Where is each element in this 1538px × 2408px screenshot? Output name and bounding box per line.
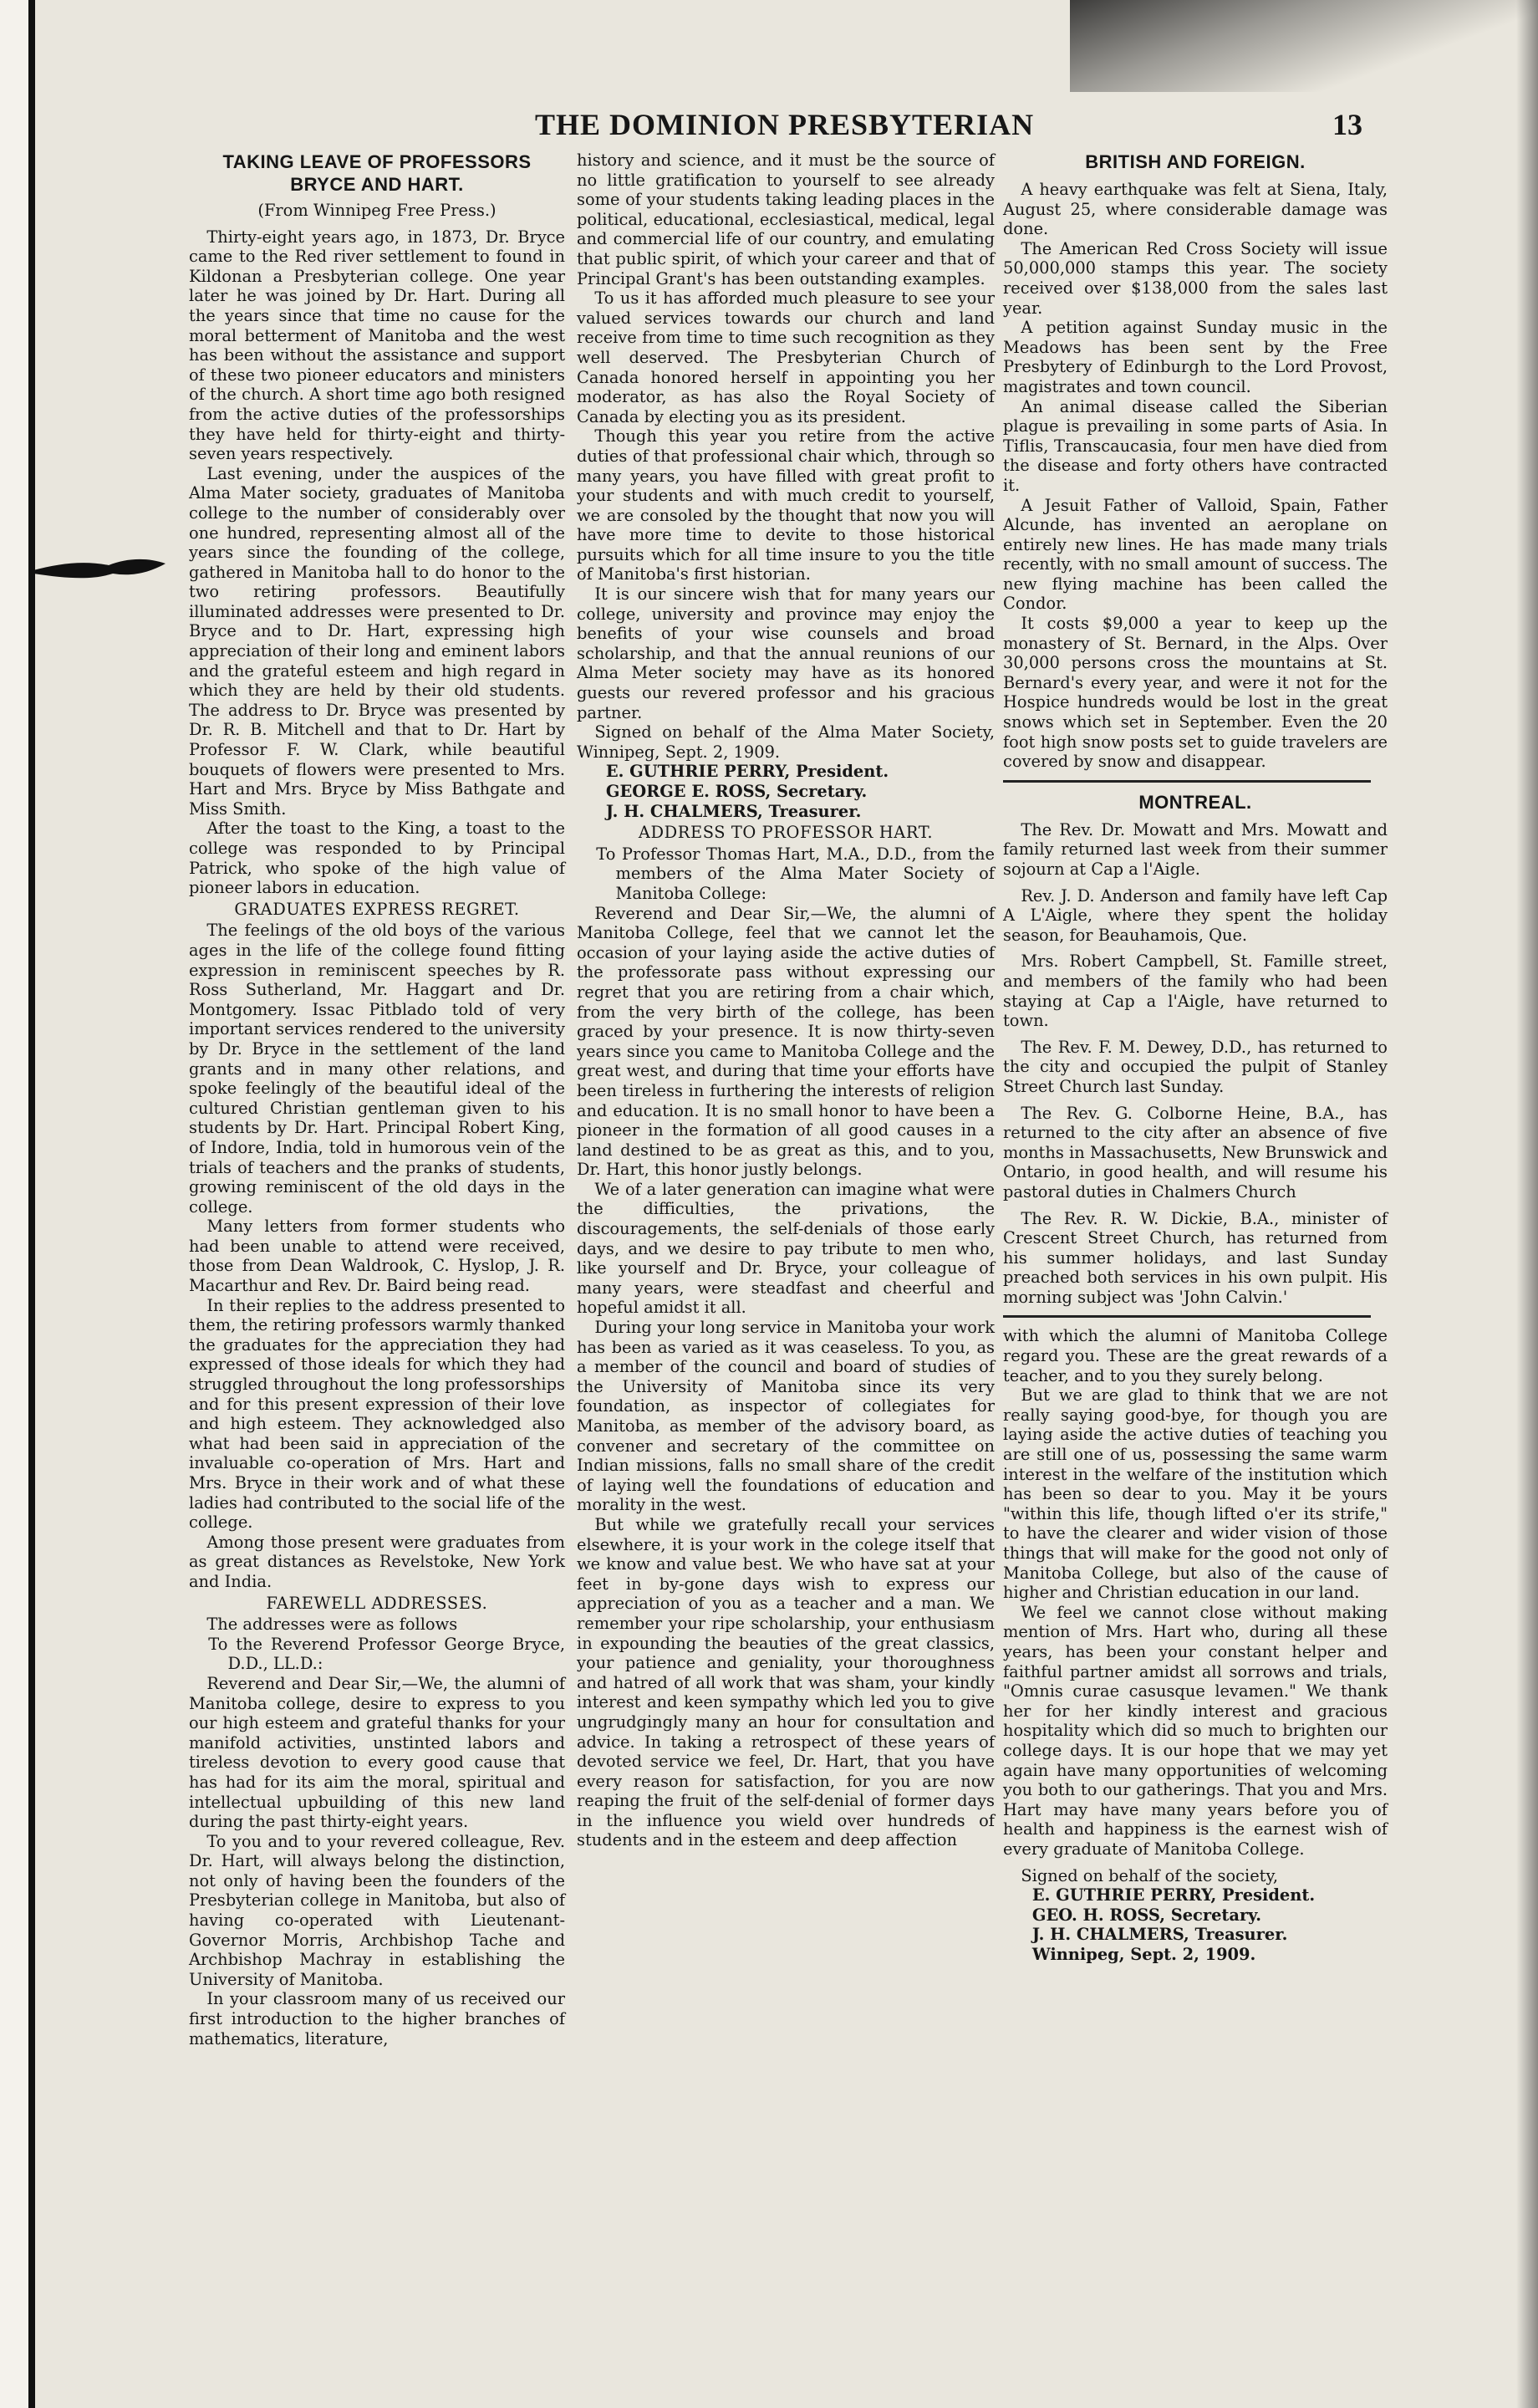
paragraph: We feel we cannot close without making mention of Mrs. Hart who, during all these years, has been your constant helper and faithful partner amidst all sorrows and trials, "Omnis curae casusque levamen." We thank her for her kindly interest and gracious hospitality which did so much to brighten our college days. It is our hope that we may yet again have many opportunities of welcoming you both to our gatherings. That you and Mrs. Hart may have many years before you of health and happiness is the earnest wish of every graduate of Manitoba College. [1003, 1602, 1388, 1859]
signature-president: E. GUTHRIE PERRY, President. [1031, 1885, 1316, 1905]
section-heading: ADDRESS TO PROFESSOR HART. [638, 823, 934, 843]
news-item: The Rev. F. M. Dewey, D.D., has returned to the city and occupied the pulpit of Stanley Street Church last Sunday. [1003, 1037, 1388, 1096]
news-item: The Rev. R. W. Dickie, B.A., minister of Crescent Street Church, has returned from his summer holidays, and last Sunday preached both services in his own pulpit. His morning subject was 'John Calvin.' [1003, 1208, 1388, 1307]
address-salutation: To Professor Thomas Hart, M.A., D.D., from the members of the Alma Mater Society of Manitoba College: [596, 844, 995, 903]
column-right [1003, 150, 1388, 1964]
paragraph: The addresses were as follows [206, 1615, 458, 1635]
news-heading: BRITISH AND FOREIGN. [1085, 151, 1306, 172]
article-source: (From Winnipeg Free Press.) [257, 201, 497, 220]
paragraph: Signed on behalf of the Alma Mater Society, Winnipeg, Sept. 2, 1909. [577, 722, 995, 762]
paragraph: But while we gratefully recall your services elsewhere, it is your work in the colege itself that we know and value best. We who have sat at your feet in by-gone days wish to express our appreciation of you as a teacher and a man. We remember your ripe scholarship, your enthusiasm in expounding the beauties of the great classics, your patience and geniality, your thoroughness and hatred of all work that was sham, your kindly interest and keen sympathy which led you to give ungrudgingly many an hour for consultation and advice. In taking a retrospect of these years of devoted service we feel, Dr. Hart, that you have every reason for satisfaction, for you are now reaping the fruit of the self-denial of former days in the influence you wield over hundreds of students and in the esteem and deep affection [577, 1514, 995, 1850]
column-left [189, 150, 565, 2048]
paragraph: To us it has afforded much pleasure to see your valued services towards our church and land receive from time to time such recognition as they well deserved. The Presbyterian Church of Canada honored herself in appointing you her moderator, as has also the Royal Society of Canada by electing you as its president. [577, 288, 995, 426]
news-item: Rev. J. D. Anderson and family have left Cap A L'Aigle, where they spent the holiday season, for Beauhamois, Que. [1003, 885, 1388, 945]
paragraph: Though this year you retire from the active duties of that professional chair which, through so many years, you have filled with great profit to your students and with much credit to yourself, we are consoled by the thought that now you will have more time to devite to those historical pursuits which for all time insure to you the title of Manitoba's first historian. [577, 426, 995, 584]
column-middle [577, 150, 995, 1850]
news-item: The Rev. Dr. Mowatt and Mrs. Mowatt and family returned last week from their summer sojourn at Cap a l'Aigle. [1003, 819, 1388, 879]
paragraph: The feelings of the old boys of the various ages in the life of the college found fitting expression in reminiscent speeches by R. Ross Sutherland, Mr. Haggart and Dr. Montgomery. Issac Pitblado told of very important services rendered to the university by Dr. Bryce in the settlement of the land grants and in many other relations, and spoke feelingly of the beautiful ideal of the cultured Christian gentleman given to his students by Dr. Hart. Principal Robert King, of Indore, India, told in humorous vein of the trials of teachers and the pranks of students, growing reminiscent of the old days in the college. [189, 921, 565, 1217]
news-item: A Jesuit Father of Valloid, Spain, Father Alcunde, has invented an aeroplane on entirely new lines. He has made many trials recently, with no small amount of success. The new flying machine has been called the Condor. [1003, 495, 1388, 614]
dateline: Winnipeg, Sept. 2, 1909. [1031, 1944, 1256, 1964]
section-heading: GRADUATES EXPRESS REGRET. [234, 899, 520, 919]
paragraph: Among those present were graduates from as great distances as Revelstoke, New York and India. [189, 1532, 565, 1591]
news-heading: MONTREAL. [1138, 791, 1252, 813]
news-item: The American Red Cross Society will issue 50,000,000 stamps this year. The society received over $138,000 from the sales last year. [1003, 238, 1388, 318]
paragraph: To you and to your revered colleague, Rev. Dr. Hart, will always belong the distinction, not only of having been the founders of the Presbyterian college in Manitoba, but also of having co-operated with Lieutenant-Governor Morris, Archbishop Tache and Archbishop Machray in establishing the University of Manitoba. [189, 1831, 565, 1989]
paragraph: history and science, and it must be the source of no little gratification to yourself to see already some of your students taking leading places in the political, educational, ecclesiastical, medical, legal and commercial life of our country, and emulating that public spirit, of which your career and that of Principal Grant's has been outstanding examples. [577, 150, 995, 288]
signature-treasurer: J. H. CHALMERS, Treasurer. [605, 801, 862, 821]
page-number: 13 [1332, 108, 1362, 141]
article-heading: TAKING LEAVE OF PROFESSORS BRYCE AND HART. [222, 151, 532, 195]
paragraph: Reverend and Dear Sir,—We, the alumni of Manitoba College, feel that we cannot let the occasion of your laying aside the active duties of the professorate pass without expressing our regret that you are retiring from a chair which, from the very birth of the college, has been graced by your presence. It is now thirty-seven years since you came to Manitoba College and the great west, and during that time your efforts have been tireless in furthering the interests of religion and education. It is no small honor to have been a pioneer in the formation of all good causes in a land destined to be as great as this, and to you, Dr. Hart, this honor justly belongs. [577, 903, 995, 1180]
news-item: An animal disease called the Siberian plague is prevailing in some parts of Asia. In Tiflis, Transcaucasia, four men have died from the disease and forty others have contracted it. [1003, 396, 1388, 495]
ink-blot-mark [33, 552, 167, 585]
signature-secretary: GEO. H. ROSS, Secretary. [1031, 1905, 1261, 1925]
news-item: It costs $9,000 a year to keep up the monastery of St. Bernard, in the Alps. Over 30,000 persons cross the mountains at St. Bernard's every year, and were it not for the Hospice hundreds would be lost in the great snows which set in September. Even the 20 foot high snow posts set to guide travelers are covered by snow and disappear. [1003, 614, 1388, 772]
paragraph: We of a later generation can imagine what were the difficulties, the privations, the discouragements, the self-denials of those early days, and we desire to pay tribute to men who, like yourself and Dr. Bryce, your colleague of many years, were steadfast and cheerful and hopeful amidst it all. [577, 1179, 995, 1318]
paragraph: It is our sincere wish that for many years our college, university and province may enjoy the benefits of your wise counsels and broad scholarship, and that the annual reunions of our Alma Meter society may have as its honored guests our revered professor and his gracious partner. [577, 584, 995, 722]
paragraph: Reverend and Dear Sir,—We, the alumni of Manitoba college, desire to express to you our high esteem and grateful thanks for your manifold activities, unstinted labors and tireless devotion to every good cause that has had for its aim the moral, spiritual and intellectual upbuilding of this new land during the past thirty-eight years. [189, 1673, 565, 1832]
page-spine [28, 0, 35, 2408]
news-item: A petition against Sunday music in the Meadows has been sent by the Free Presbytery of Edinburgh to the Lord Provost, magistrates and town council. [1003, 318, 1388, 396]
divider [1003, 780, 1371, 783]
news-item: A heavy earthquake was felt at Siena, Italy, August 25, where considerable damage was done. [1003, 180, 1388, 239]
section-heading: FAREWELL ADDRESSES. [266, 1593, 488, 1613]
divider [1003, 1315, 1371, 1318]
paragraph: Thirty-eight years ago, in 1873, Dr. Bryce came to the Red river settlement to found in Kildonan a Presbyterian college. One year later he was joined by Dr. Hart. During all the years since that time no cause for the moral betterment of Manitoba and the west has been without the assistance and support of these two pioneer educators and ministers of the church. A short time ago both resigned from the active duties of the professorships they have held for thirty-eight and thirty-seven years respectively. [189, 227, 565, 464]
paragraph: During your long service in Manitoba your work has been as varied as it was ceaseless. To you, as a member of the council and board of studies of the University of Manitoba since its very foundation, as inspector of collegiates for Manitoba, as member of the advisory board, as convener and secretary of the committee on Indian missions, falls no small share of the credit of laying well the foundations of education and morality in the west. [577, 1318, 995, 1515]
page-edge [1516, 0, 1538, 2408]
page-header [184, 107, 1388, 147]
paragraph: In their replies to the address presented to them, the retiring professors warmly thanked the graduates for the appreciation they had expressed of those ideals for which they had struggled throughout the long professorships and for this present expression of their love and high esteem. They acknowledged also what had been said in appreciation of the invaluable co-operation of Mrs. Hart and Mrs. Bryce in their work and of what these ladies had contributed to the social life of the college. [189, 1295, 565, 1533]
paragraph: After the toast to the King, a toast to the college was responded to by Principal Patrick, who spoke of the high value of pioneer labors in education. [189, 819, 565, 898]
signature-secretary: GEORGE E. ROSS, Secretary. [605, 782, 868, 801]
scan-margin [0, 0, 28, 2408]
paragraph: with which the alumni of Manitoba College regard you. These are the great rewards of a teacher, and to you they surely belong. [1003, 1326, 1388, 1385]
paragraph: Last evening, under the auspices of the Alma Mater society, graduates of Manitoba college to the number of considerably over one hundred, representing almost all of the years since the founding of the college, gathered in Manitoba hall to do honor to the two retiring professors. Beautifully illuminated addresses were presented to Dr. Bryce and to Dr. Hart, expressing high appreciation of their long and eminent labors and the grateful esteem and high regard in which they are held by their old students. The address to Dr. Bryce was presented by Dr. R. B. Mitchell and that to Dr. Hart by Professor F. W. Clark, while beautiful bouquets of flowers were presented to Mrs. Hart and Mrs. Bryce by Miss Bathgate and Miss Smith. [189, 463, 565, 819]
signature-president: E. GUTHRIE PERRY, President. [605, 762, 889, 782]
news-item: The Rev. G. Colborne Heine, B.A., has returned to the city after an absence of five months in Massachusetts, New Brunswick and Ontario, in good health, and will resume his pastoral duties in Chalmers Church [1003, 1103, 1388, 1201]
signature-treasurer: J. H. CHALMERS, Treasurer. [1031, 1925, 1288, 1945]
paragraph: Signed on behalf of the society, [1021, 1865, 1279, 1885]
paragraph: But we are glad to think that we are not really saying good-bye, for though you are laying aside the active duties of teaching you are still one of us, possessing the same warm interest in the welfare of the institution which has been so dear to you. May it be yours "within this life, though lifted o'er its strife," to have the clearer and wider vision of those things that will make for the good not only of Manitoba College, but also of the cause of higher and Christian education in our land. [1003, 1385, 1388, 1603]
paragraph: In your classroom many of us received our first introduction to the higher branches of mathematics, literature, [189, 1989, 565, 2048]
scan-shadow [1070, 0, 1538, 92]
paragraph: Many letters from former students who had been unable to attend were received, those from Dean Waldrook, C. Hyslop, J. R. Macarthur and Rev. Dr. Baird being read. [189, 1217, 565, 1296]
news-item: Mrs. Robert Campbell, St. Famille street, and members of the family who had been staying at Cap a l'Aigle, have returned to town. [1003, 951, 1388, 1031]
address-salutation: To the Reverend Professor George Bryce, D.D., LL.D.: [208, 1634, 565, 1674]
publication-title: THE DOMINION PRESBYTERIAN [535, 108, 1035, 141]
